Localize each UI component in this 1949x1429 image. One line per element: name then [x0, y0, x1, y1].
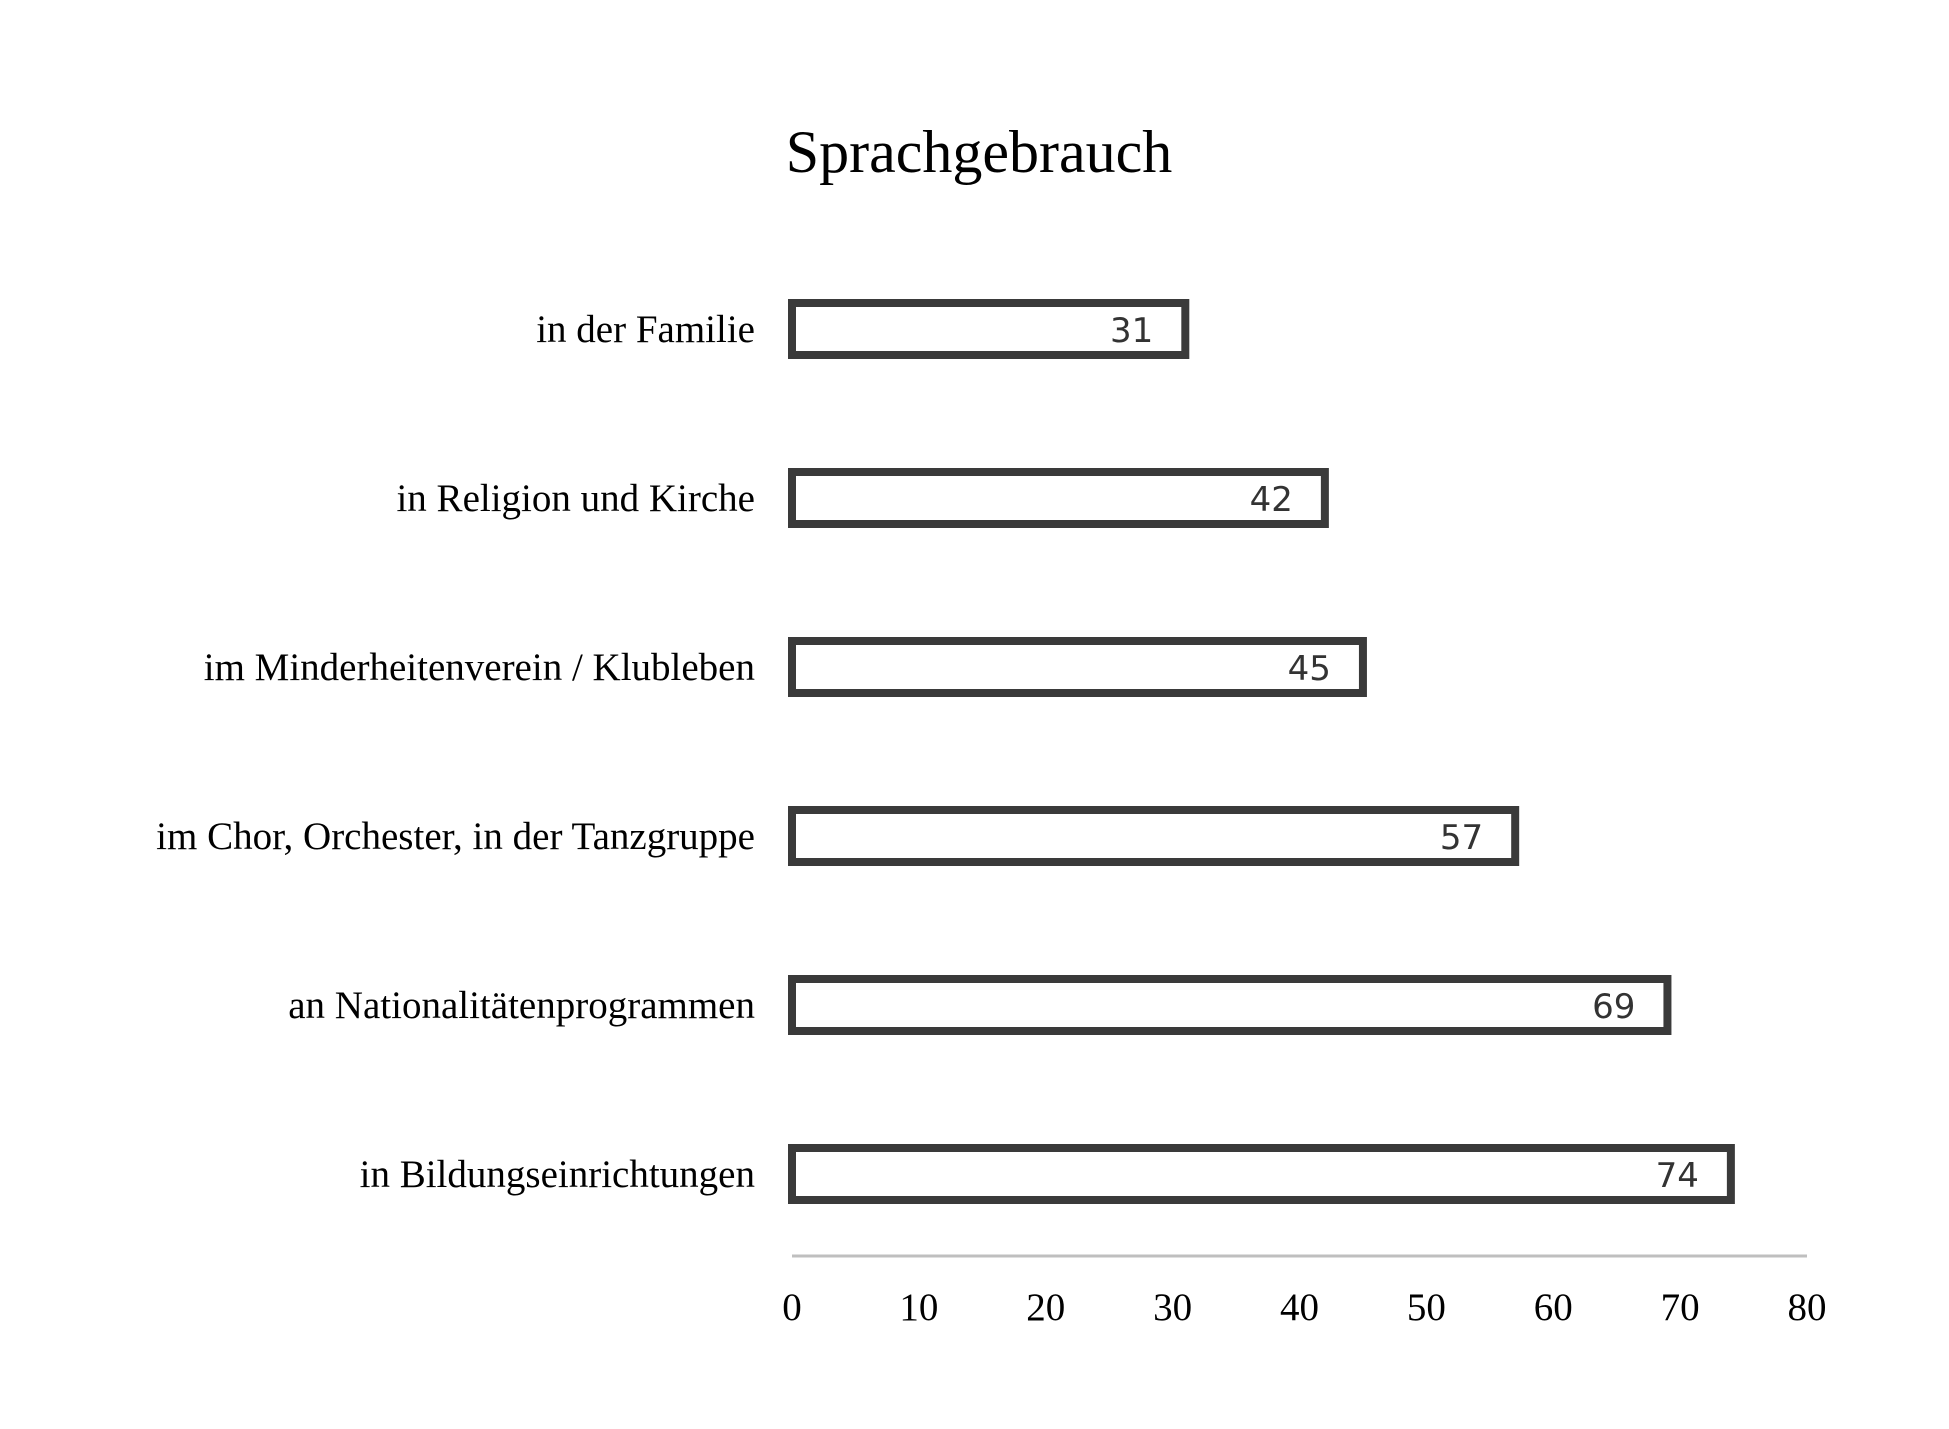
category-label: im Chor, Orchester, in der Tanzgruppe — [156, 815, 755, 858]
data-label: 42 — [1249, 480, 1293, 520]
data-label: 31 — [1110, 311, 1154, 351]
bar — [792, 979, 1667, 1031]
x-tick-label: 0 — [782, 1286, 802, 1329]
x-tick-label: 60 — [1533, 1286, 1573, 1329]
x-tick-label: 10 — [899, 1286, 939, 1329]
data-label: 69 — [1592, 987, 1636, 1027]
chart-title: Sprachgebrauch — [785, 119, 1173, 185]
data-label: 45 — [1287, 649, 1331, 689]
x-tick-label: 20 — [1026, 1286, 1066, 1329]
x-tick-label: 80 — [1787, 1286, 1827, 1329]
bar — [792, 1148, 1731, 1200]
x-tick-label: 50 — [1406, 1286, 1446, 1329]
x-tick-label: 30 — [1153, 1286, 1193, 1329]
bar — [792, 472, 1325, 524]
category-label: in Bildungseinrichtungen — [359, 1153, 755, 1196]
category-label: in Religion und Kirche — [396, 477, 755, 520]
x-axis — [782, 1256, 1826, 1329]
data-label: 74 — [1655, 1156, 1699, 1196]
category-label: an Nationalitätenprogrammen — [288, 984, 755, 1027]
category-label: im Minderheitenverein / Klubleben — [203, 646, 755, 689]
bar — [792, 641, 1363, 693]
x-tick-label: 40 — [1280, 1286, 1319, 1329]
bar — [792, 810, 1515, 862]
bars-layer — [156, 303, 1731, 1200]
data-label: 57 — [1439, 818, 1484, 858]
x-tick-label: 70 — [1660, 1286, 1700, 1329]
category-label: in der Familie — [536, 308, 755, 351]
